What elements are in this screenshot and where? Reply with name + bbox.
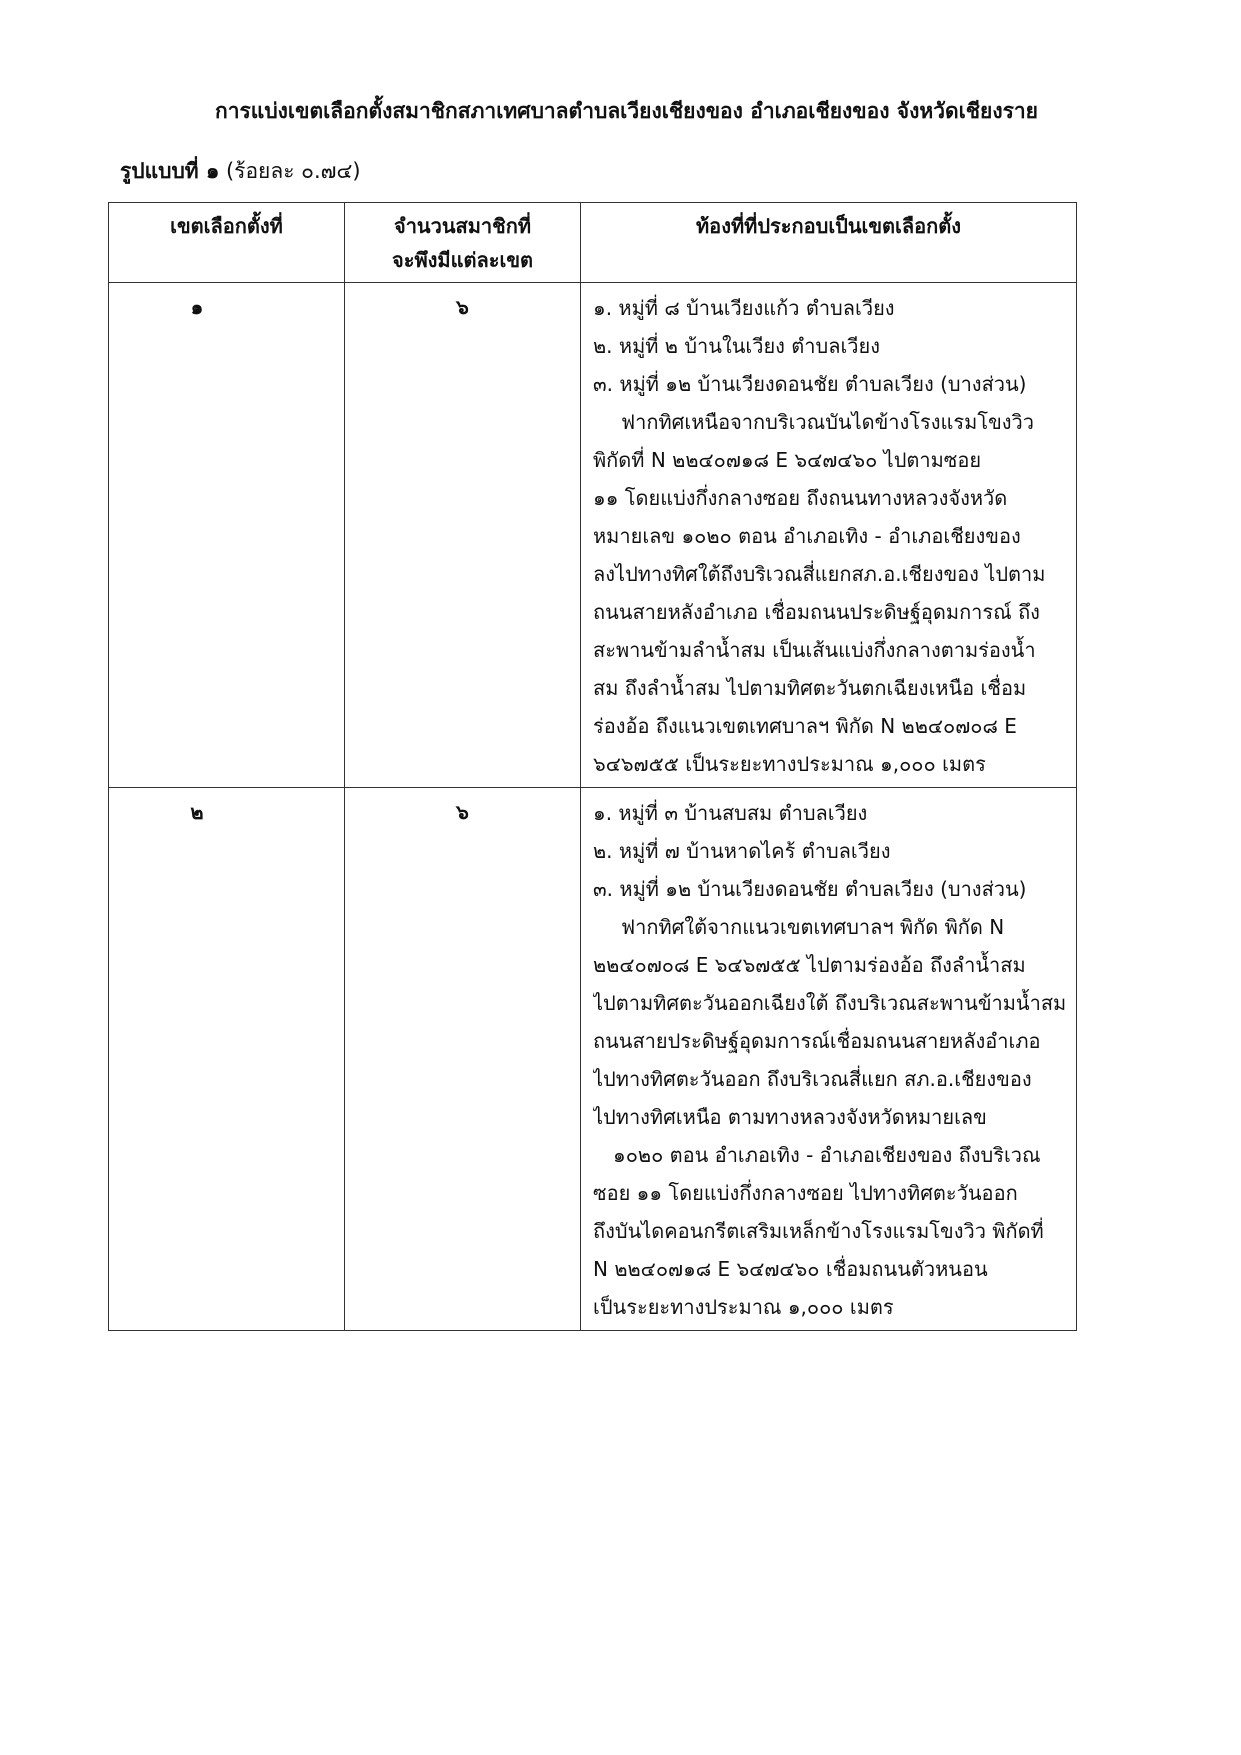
area-line: ร่องอ้อ ถึงแนวเขตเทศบาลฯ พิกัด N ๒๒๔๐๗๐๘ E [593,714,1017,738]
area-description [581,788,1077,1331]
area-line: ๑๐๒๐ ตอน อำเภอเทิง - อำเภอเชียงของ ถึงบริเวณ [613,1143,1041,1167]
header-zone: เขตเลือกตั้งที่ [109,203,345,283]
electoral-zones-table [108,202,1077,1331]
area-line: สะพานข้ามลำน้ำสม เป็นเส้นแบ่งกึ่งกลางตามร่องน้ำ [593,638,1036,662]
member-count: ๖ [345,283,581,788]
area-line: ๑. หมู่ที่ ๓ บ้านสบสม ตำบลเวียง [593,801,868,825]
area-line: ๑๑ โดยแบ่งกึ่งกลางซอย ถึงถนนทางหลวงจังหวัด [593,486,1008,510]
area-line: ๑. หมู่ที่ ๘ บ้านเวียงแก้ว ตำบลเวียง [593,296,895,320]
area-line: พิกัดที่ N ๒๒๔๐๗๑๘ E ๖๔๗๔๖๐ ไปตามซอย [593,448,982,472]
zone-number: ๑ [109,283,345,788]
area-line: ไปทางทิศตะวันออก ถึงบริเวณสี่แยก สภ.อ.เชียงของ [593,1067,1032,1091]
header-area: ท้องที่ที่ประกอบเป็นเขตเลือกตั้ง [581,203,1077,283]
area-line: หมายเลข ๑๐๒๐ ตอน อำเภอเทิง - อำเภอเชียงของ [593,524,1021,548]
zone-number: ๒ [109,788,345,1331]
area-line: สม ถึงลำน้ำสม ไปตามทิศตะวันตกเฉียงเหนือ เชื่อม [593,676,1027,700]
area-line: ซอย ๑๑ โดยแบ่งกึ่งกลางซอย ไปทางทิศตะวันออก [593,1181,1018,1205]
area-line: ไปตามทิศตะวันออกเฉียงใต้ ถึงบริเวณสะพานข้ามน้ำสม [593,991,1067,1015]
area-line: ถนนสายหลังอำเภอ เชื่อมถนนประดิษฐ์อุดมการณ์ ถึง [593,600,1040,624]
table-row [109,788,1077,1331]
area-line: ๒๒๔๐๗๐๘ E ๖๔๖๗๕๕ ไปตามร่องอ้อ ถึงลำน้ำสม [593,953,1026,977]
member-count: ๖ [345,788,581,1331]
area-description [581,283,1077,788]
area-line: ๓. หมู่ที่ ๑๒ บ้านเวียงดอนชัย ตำบลเวียง (บางส่วน) [593,877,1027,901]
document-title: การแบ่งเขตเลือกตั้งสมาชิกสภาเทศบาลตำบลเวียงเชียงของ อำเภอเชียงของ จังหวัดเชียงราย [215,99,1038,123]
area-line: ๒. หมู่ที่ ๒ บ้านในเวียง ตำบลเวียง [593,334,881,358]
area-line: ถึงบันไดคอนกรีตเสริมเหล็กข้างโรงแรมโขงวิว พิกัดที่ [593,1219,1044,1243]
area-line: เป็นระยะทางประมาณ ๑,๐๐๐ เมตร [593,1295,894,1319]
format-note: (ร้อยละ ๐.๗๔) [219,159,361,183]
format-label: รูปแบบที่ ๑ [120,159,220,183]
area-line: ๖๔๖๗๕๕ เป็นระยะทางประมาณ ๑,๐๐๐ เมตร [593,752,986,776]
area-line: ๒. หมู่ที่ ๗ บ้านหาดไคร้ ตำบลเวียง [593,839,891,863]
format-heading [120,155,361,188]
header-members: จำนวนสมาชิกที่ จะพึงมีแต่ละเขต [345,203,581,283]
area-line: ถนนสายประดิษฐ์อุดมการณ์เชื่อมถนนสายหลังอำเภอ [593,1029,1041,1053]
table-header-row [109,203,1077,283]
area-line: ฟากทิศเหนือจากบริเวณบันไดข้างโรงแรมโขงวิว [621,410,1034,434]
area-line: ๓. หมู่ที่ ๑๒ บ้านเวียงดอนชัย ตำบลเวียง (บางส่วน) [593,372,1027,396]
area-line: ไปทางทิศเหนือ ตามทางหลวงจังหวัดหมายเลข [593,1105,987,1129]
area-line: ลงไปทางทิศใต้ถึงบริเวณสี่แยกสภ.อ.เชียงของ ไปตาม [593,562,1046,586]
area-line: N ๒๒๔๐๗๑๘ E ๖๔๗๔๖๐ เชื่อมถนนตัวหนอน [593,1257,988,1281]
area-line: ฟากทิศใต้จากแนวเขตเทศบาลฯ พิกัด พิกัด N [621,915,1005,939]
table-row [109,283,1077,788]
